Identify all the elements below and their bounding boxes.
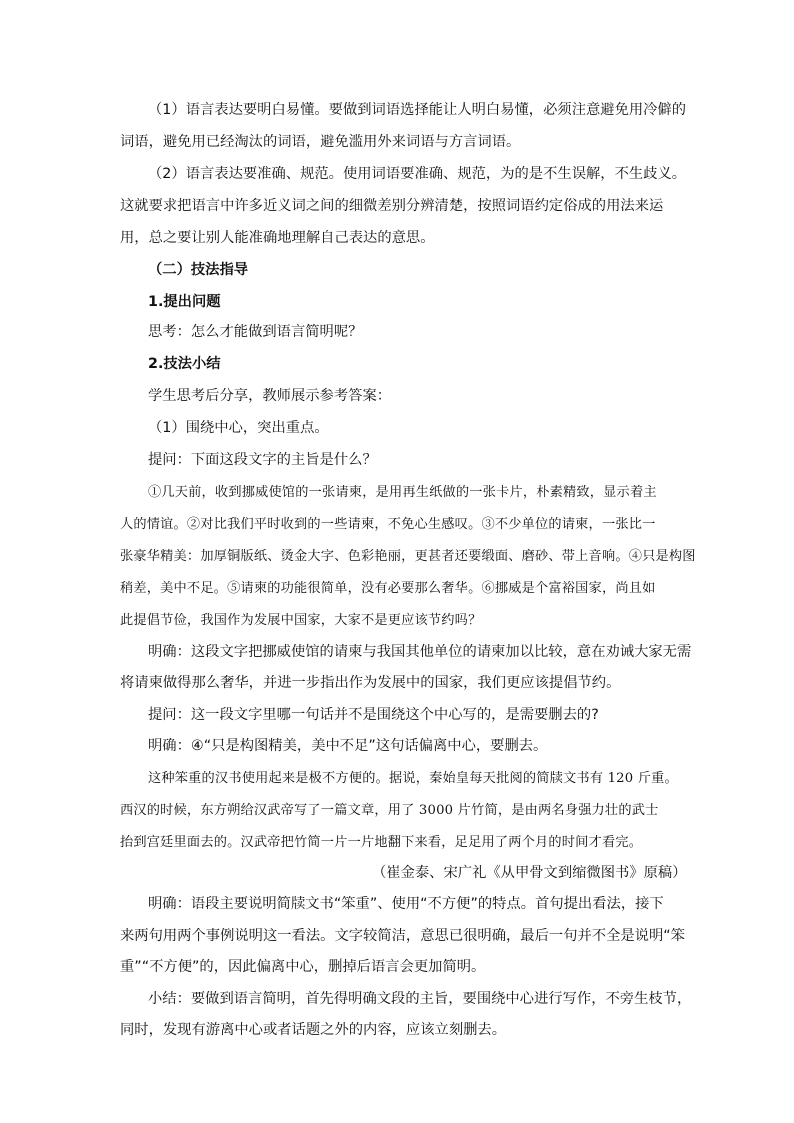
quoted-passage-line: 此提倡节俭，我国作为发展中国家，大家不是更应该节约吗？ xyxy=(120,613,482,628)
paragraph-line: 提问：下面这段文字的主旨是什么？ xyxy=(148,452,377,468)
subsection-heading: 1.提出问题 xyxy=(148,294,221,310)
paragraph-line: 思考：怎么才能做到语言简明呢？ xyxy=(148,324,363,340)
paragraph-line: （1）围绕中心，突出重点。 xyxy=(148,420,329,436)
paragraph-line: 明确：语段主要说明简牍文书“笨重”、使用“不方便”的特点。首句提出看法，接下 xyxy=(148,896,664,912)
subsection-heading: 2.技法小结 xyxy=(148,356,221,372)
paragraph-line: 用，总之要让别人能准确地理解自己表达的意思。 xyxy=(120,230,435,246)
paragraph-line: 提问：这一段文字里哪一句话并不是围绕这个中心写的，是需要删去的? xyxy=(148,707,599,723)
paragraph-line: 学生思考后分享，教师展示参考答案： xyxy=(148,388,392,404)
paragraph-line: 同时，发现有游离中心或者话题之外的内容，应该立刻删去。 xyxy=(120,1022,507,1038)
section-heading: （二）技法指导 xyxy=(148,262,249,278)
paragraph-line: 明确：④“只是构图精美，美中不足”这句话偏离中心，要删去。 xyxy=(148,738,548,754)
paragraph-line: （1）语言表达要明白易懂。要做到词语选择能让人明白易懂，必须注意避免用冷僻的 xyxy=(148,102,687,118)
paragraph-line: （2）语言表达要准确、规范。使用词语要准确、规范，为的是不生误解，不生歧义。 xyxy=(148,166,687,182)
paragraph-line: 这就要求把语言中许多近义词之间的细微差别分辨清楚，按照词语约定俗成的用法来运 xyxy=(120,198,664,214)
quoted-passage-line: 西汉的时候，东方朔给汉武帝写了一篇文章，用了 3000 片竹简，是由两名身强力壮的武士 xyxy=(120,803,659,818)
paragraph-line: 词语，避免用已经淘汰的词语，避免滥用外来词语与方言词语。 xyxy=(120,134,521,150)
paragraph-line: 明确：这段文字把挪威使馆的请柬与我国其他单位的请柬加以比较，意在劝诫大家无需 xyxy=(148,644,692,660)
paragraph-line: 来两句用两个事例说明这一看法。文字较简洁，意思已很明确，最后一句并不全是说明“笨 xyxy=(120,928,685,944)
quoted-passage-line: 张豪华精美：加厚铜版纸、烫金大字、色彩艳丽，更甚者还要缎面、磨砂、带上音响。④只是构图 xyxy=(120,549,696,564)
paragraph-line: 重”“不方便”的，因此偏离中心，删掉后语言会更加简明。 xyxy=(120,959,486,975)
quoted-passage-line: 稍差，美中不足。⑤请柬的功能很简单，没有必要那么奢华。⑥挪威是个富裕国家，尚且如 xyxy=(120,581,656,596)
quoted-passage-line: 这种笨重的汉书使用起来是极不方便的。据说，秦始皇每天批阅的简牍文书有 120 斤重。 xyxy=(148,771,678,786)
quoted-passage-line: ①几天前，收到挪威使馆的一张请柬，是用再生纸做的一张卡片，朴素精致，显示着主 xyxy=(148,485,657,500)
quoted-passage-line: 人的情谊。②对比我们平时收到的一些请柬，不免心生感叹。③不少单位的请柬，一张比一 xyxy=(120,517,656,532)
source-citation: （崔金泰、宋广礼《从甲骨文到缩微图书》原稿） xyxy=(372,865,687,881)
quoted-passage-line: 抬到宫廷里面去的。汉武帝把竹简一片一片地翻下来看，足足用了两个月的时间才看完。 xyxy=(120,835,643,850)
paragraph-line: 小结：要做到语言简明，首先得明确文段的主旨，要围绕中心进行写作，不旁生枝节， xyxy=(148,991,692,1007)
paragraph-line: 将请柬做得那么奢华，并进一步指出作为发展中的国家，我们更应该提倡节约。 xyxy=(120,675,621,691)
